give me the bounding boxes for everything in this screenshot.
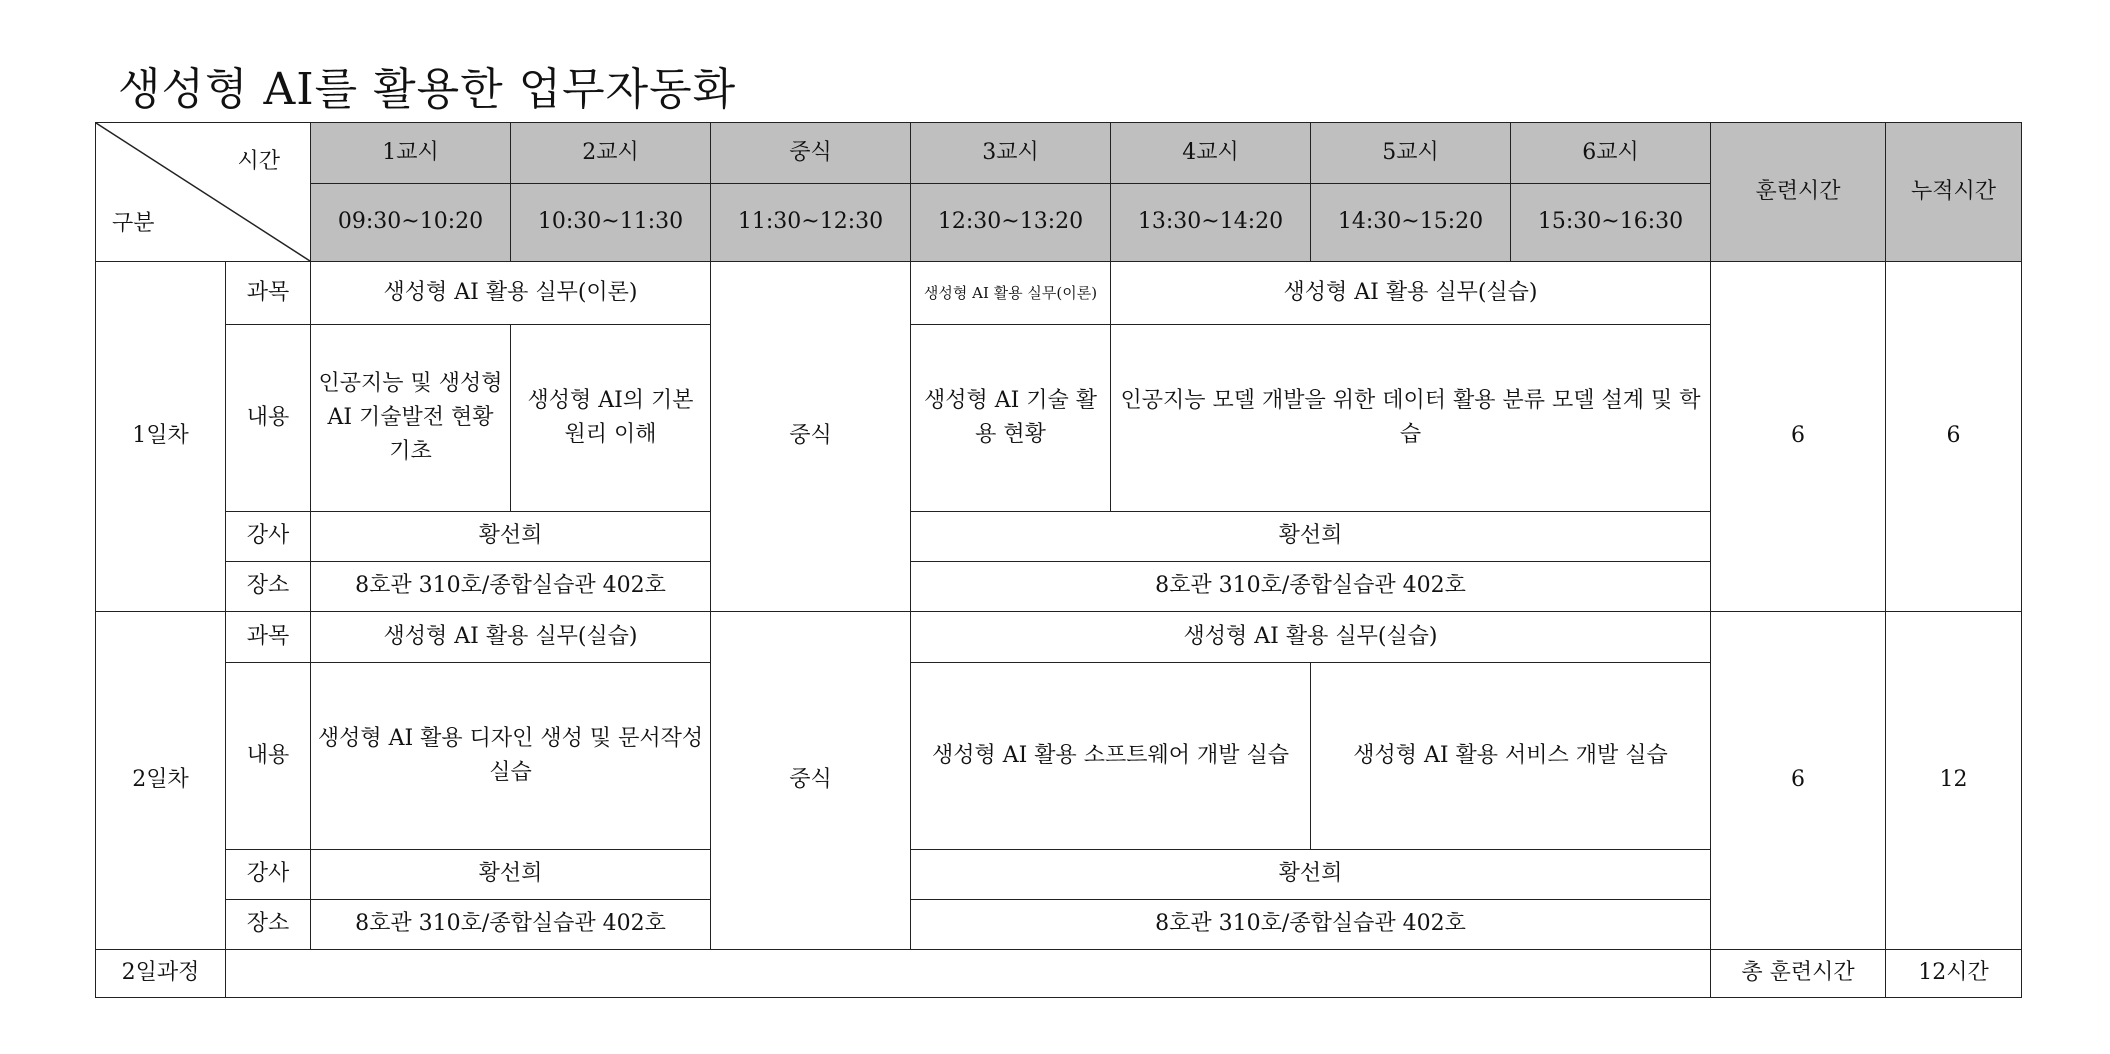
- day-2-label: 2일차: [96, 612, 226, 950]
- lunch-time: 11:30~12:30: [711, 184, 911, 262]
- day-2-instructor-pm: 황선희: [911, 850, 1711, 900]
- row-label-content: 내용: [226, 325, 311, 512]
- period-2-header: 2교시: [511, 123, 711, 184]
- day-1-instructor-pm: 황선희: [911, 512, 1711, 562]
- day-1-content-p2: 생성형 AI의 기본 원리 이해: [511, 325, 711, 512]
- total-hours-value: 12시간: [1886, 950, 2022, 998]
- day-1-subject-am: 생성형 AI 활용 실무(이론): [311, 262, 711, 325]
- period-3-time: 12:30~13:20: [911, 184, 1111, 262]
- row-label-place: 장소: [226, 562, 311, 612]
- day-1-hours: 6: [1711, 262, 1886, 612]
- page-title: 생성형 AI를 활용한 업무자동화: [118, 64, 737, 115]
- period-6-time: 15:30~16:30: [1511, 184, 1711, 262]
- course-length: 2일과정: [96, 950, 226, 998]
- period-4-time: 13:30~14:20: [1111, 184, 1311, 262]
- row-label-subject: 과목: [226, 612, 311, 663]
- period-6-header: 6교시: [1511, 123, 1711, 184]
- period-1-time: 09:30~10:20: [311, 184, 511, 262]
- corner-category-label: 구분: [112, 210, 155, 236]
- row-label-content: 내용: [226, 663, 311, 850]
- day-2-hours: 6: [1711, 612, 1886, 950]
- total-hours-label: 총 훈련시간: [1711, 950, 1886, 998]
- day-2-content-am: 생성형 AI 활용 디자인 생성 및 문서작성 실습: [311, 663, 711, 850]
- period-4-header: 4교시: [1111, 123, 1311, 184]
- day-1-content-p3: 생성형 AI 기술 활용 현황: [911, 325, 1111, 512]
- row-label-place: 장소: [226, 900, 311, 950]
- schedule-table: [95, 122, 2022, 998]
- training-hours-header: 훈련시간: [1711, 123, 1886, 262]
- day-2-content-p3-4: 생성형 AI 활용 소프트웨어 개발 실습: [911, 663, 1311, 850]
- period-5-time: 14:30~15:20: [1311, 184, 1511, 262]
- day-1-place-pm: 8호관 310호/종합실습관 402호: [911, 562, 1711, 612]
- row-label-instructor: 강사: [226, 512, 311, 562]
- period-5-header: 5교시: [1311, 123, 1511, 184]
- day-2-cumulative: 12: [1886, 612, 2022, 950]
- period-2-time: 10:30~11:30: [511, 184, 711, 262]
- day-2-place-pm: 8호관 310호/종합실습관 402호: [911, 900, 1711, 950]
- row-label-instructor: 강사: [226, 850, 311, 900]
- day-1-label: 1일차: [96, 262, 226, 612]
- day-2-subject-pm: 생성형 AI 활용 실무(실습): [911, 612, 1711, 663]
- corner-time-label: 시간: [237, 149, 280, 174]
- day-2-instructor-am: 황선희: [311, 850, 711, 900]
- day-1-content-p1: 인공지능 및 생성형 AI 기술발전 현황 기초: [311, 325, 511, 512]
- cumulative-hours-header: 누적시간: [1886, 123, 2022, 262]
- day-2-content-p5-6: 생성형 AI 활용 서비스 개발 실습: [1311, 663, 1711, 850]
- day-1-subject-p3: 생성형 AI 활용 실무(이론): [911, 262, 1111, 325]
- day-1-content-p4-6: 인공지능 모델 개발을 위한 데이터 활용 분류 모델 설계 및 학습: [1111, 325, 1711, 512]
- day-1-instructor-am: 황선희: [311, 512, 711, 562]
- day-2-subject-am: 생성형 AI 활용 실무(실습): [311, 612, 711, 663]
- footer-blank: [226, 950, 1711, 998]
- day-1-cumulative: 6: [1886, 262, 2022, 612]
- period-3-header: 3교시: [911, 123, 1111, 184]
- day-2-place-am: 8호관 310호/종합실습관 402호: [311, 900, 711, 950]
- lunch-header: 중식: [711, 123, 911, 184]
- period-1-header: 1교시: [311, 123, 511, 184]
- day-1-lunch: 중식: [711, 262, 911, 612]
- day-1-subject-p4-6: 생성형 AI 활용 실무(실습): [1111, 262, 1711, 325]
- row-label-subject: 과목: [226, 262, 311, 325]
- corner-cell: [96, 123, 311, 262]
- day-2-lunch: 중식: [711, 612, 911, 950]
- day-1-place-am: 8호관 310호/종합실습관 402호: [311, 562, 711, 612]
